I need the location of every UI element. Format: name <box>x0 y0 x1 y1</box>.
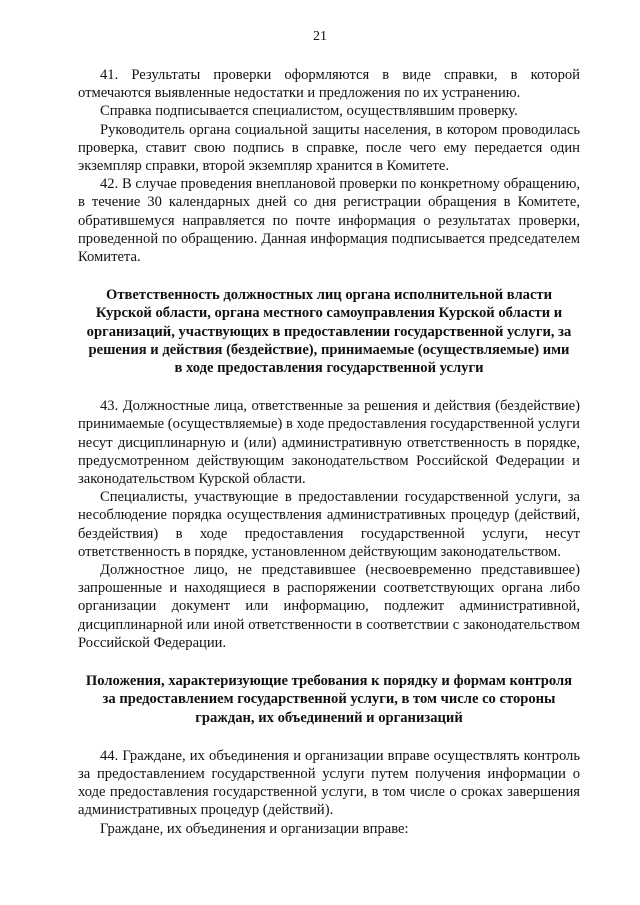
page-content <box>78 66 580 838</box>
paragraph-41: 41. Результаты проверки оформляются в виде справки, в которой отмечаются выявленные недостатки и предложения по их устранению. <box>78 67 580 102</box>
page-number: 21 <box>313 29 327 44</box>
paragraph-signature: Справка подписывается специалистом, осуществлявшим проверку. <box>100 103 518 120</box>
section-heading-responsibility: Ответственность должностных лиц органа исполнительной власти Курской области, органа местного самоуправления Курской области и организаций, участвующих в предоставлении государственной услуги, за решения и действия (бездействие), принимаемые (осуществляемые) ими в ходе предоставления государственной услуги <box>86 287 572 377</box>
section-heading-control: Положения, характеризующие требования к порядку и формам контроля за предоставлением государственной услуги, в том числе со стороны граждан, их объединений и организаций <box>85 673 573 726</box>
spacer <box>78 266 580 286</box>
paragraph-head-signature: Руководитель органа социальной защиты населения, в котором проводилась проверка, ставит свою подпись в справке, после чего ему передается один экземпляр справки, второй экземпляр хранится в Комитете. <box>78 121 580 175</box>
spacer <box>78 377 580 397</box>
paragraph-official: Должностное лицо, не представившее (несвоевременно представившее) запрошенные и находящиеся в распоряжении соответствующих органа либо организации документ или информацию, подлежит административной, дисциплинарной или иной ответственности в соответствии с законодательством Российской Федерации. <box>78 562 580 651</box>
paragraph-citizens-rights: Граждане, их объединения и организации вправе: <box>100 820 409 837</box>
paragraph-43: 43. Должностные лица, ответственные за решения и действия (бездействие) принимаемые (осуществляемые) в ходе предоставления государственной услуги несут дисциплинарную и (или) административную ответственность в порядке, предусмотренном действующим законодательством Российской Федерации и законодательством Курской области. <box>78 398 580 488</box>
spacer <box>78 727 580 747</box>
paragraph-specialists: Специалисты, участвующие в предоставлении государственной услуги, за несоблюдение порядка осуществления административных процедур (действий, бездействия) в ходе предоставления государственной услуги, несут ответственность в порядке, установленном действующим законодательством. <box>78 489 580 560</box>
spacer <box>78 652 580 672</box>
paragraph-42: 42. В случае проведения внеплановой проверки по конкретному обращению, в течение 30 календарных дней со дня регистрации обращения в Комитете, обратившемуся направляется по почте информация о результатах проверки, проведенной по обращению. Данная информация подписывается председателем Комитета. <box>78 176 580 266</box>
paragraph-44: 44. Граждане, их объединения и организации вправе осуществлять контроль за предоставлением государственной услуги путем получения информации о ходе предоставления государственной услуги, в том числе о сроках завершения административных процедур (действий). <box>78 747 580 819</box>
